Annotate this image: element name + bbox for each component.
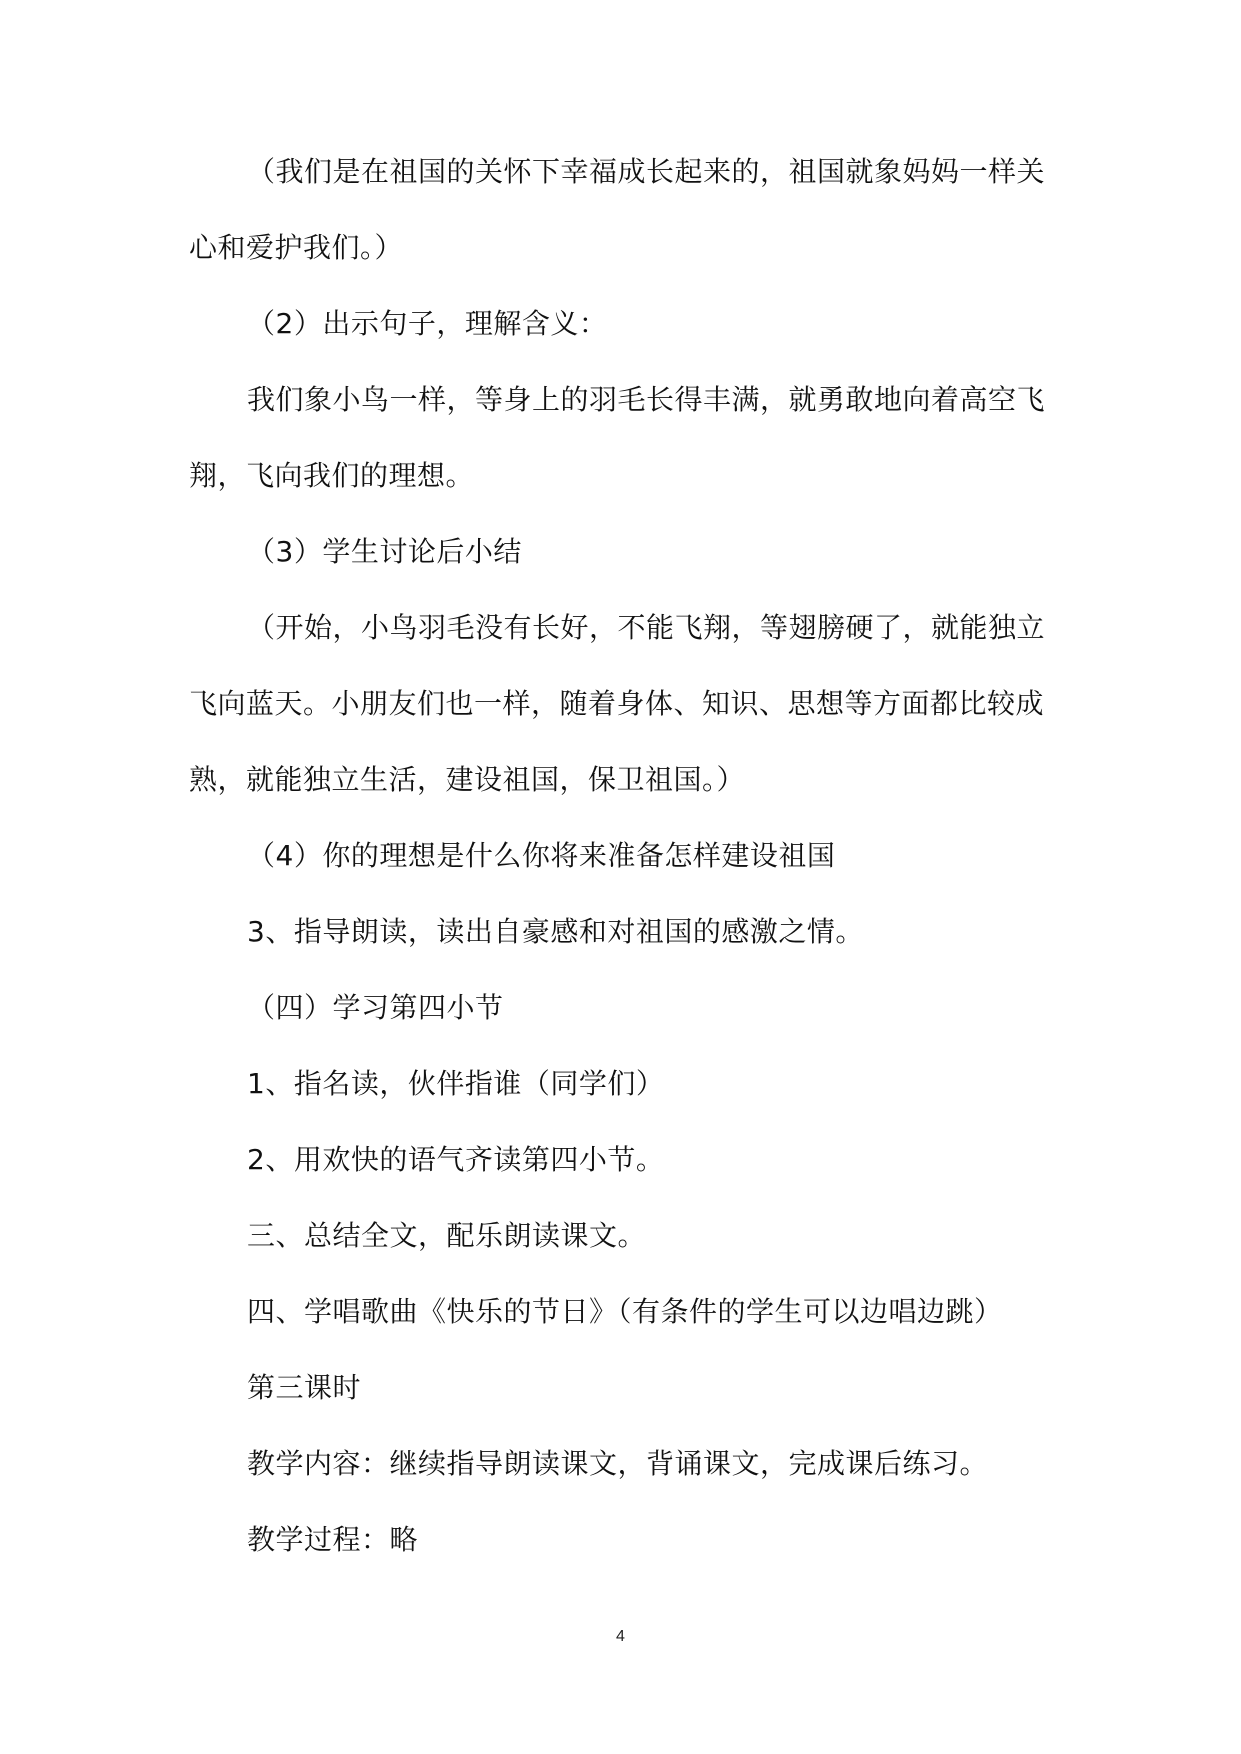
paragraph-6: （4）你的理想是什么你将来准备怎样建设祖国 [247, 839, 836, 872]
paragraph-1: （我们是在祖国的关怀下幸福成长起来的，祖国就象妈妈一样关心和爱护我们。） [189, 155, 1046, 264]
page-number: 4 [616, 1628, 625, 1645]
paragraph-9: 1、指名读，伙伴指谁（同学们） [247, 1067, 665, 1100]
paragraph-15: 教学过程：略 [247, 1523, 419, 1556]
paragraph-3: 我们象小鸟一样，等身上的羽毛长得丰满，就勇敢地向着高空飞翔，飞向我们的理想。 [189, 383, 1046, 492]
paragraph-14: 教学内容：继续指导朗读课文，背诵课文，完成课后练习。 [247, 1447, 989, 1480]
paragraph-12: 四、学唱歌曲《快乐的节日》（有条件的学生可以边唱边跳） [247, 1295, 1003, 1328]
paragraph-2: （2）出示句子，理解含义： [247, 307, 608, 340]
paragraph-11: 三、总结全文，配乐朗读课文。 [247, 1219, 647, 1252]
paragraph-4: （3）学生讨论后小结 [247, 535, 522, 568]
paragraph-13: 第三课时 [247, 1371, 362, 1404]
paragraph-5: （开始，小鸟羽毛没有长好，不能飞翔，等翅膀硬了，就能独立飞向蓝天。小朋友们也一样，随着身体、知识、思想等方面都比较成熟，就能独立生活，建设祖国，保卫祖国。） [189, 611, 1046, 796]
paragraph-8: （四）学习第四小节 [247, 991, 504, 1024]
paragraph-10: 2、用欢快的语气齐读第四小节。 [247, 1143, 665, 1176]
paragraph-7: 3、指导朗读，读出自豪感和对祖国的感激之情。 [247, 915, 864, 948]
